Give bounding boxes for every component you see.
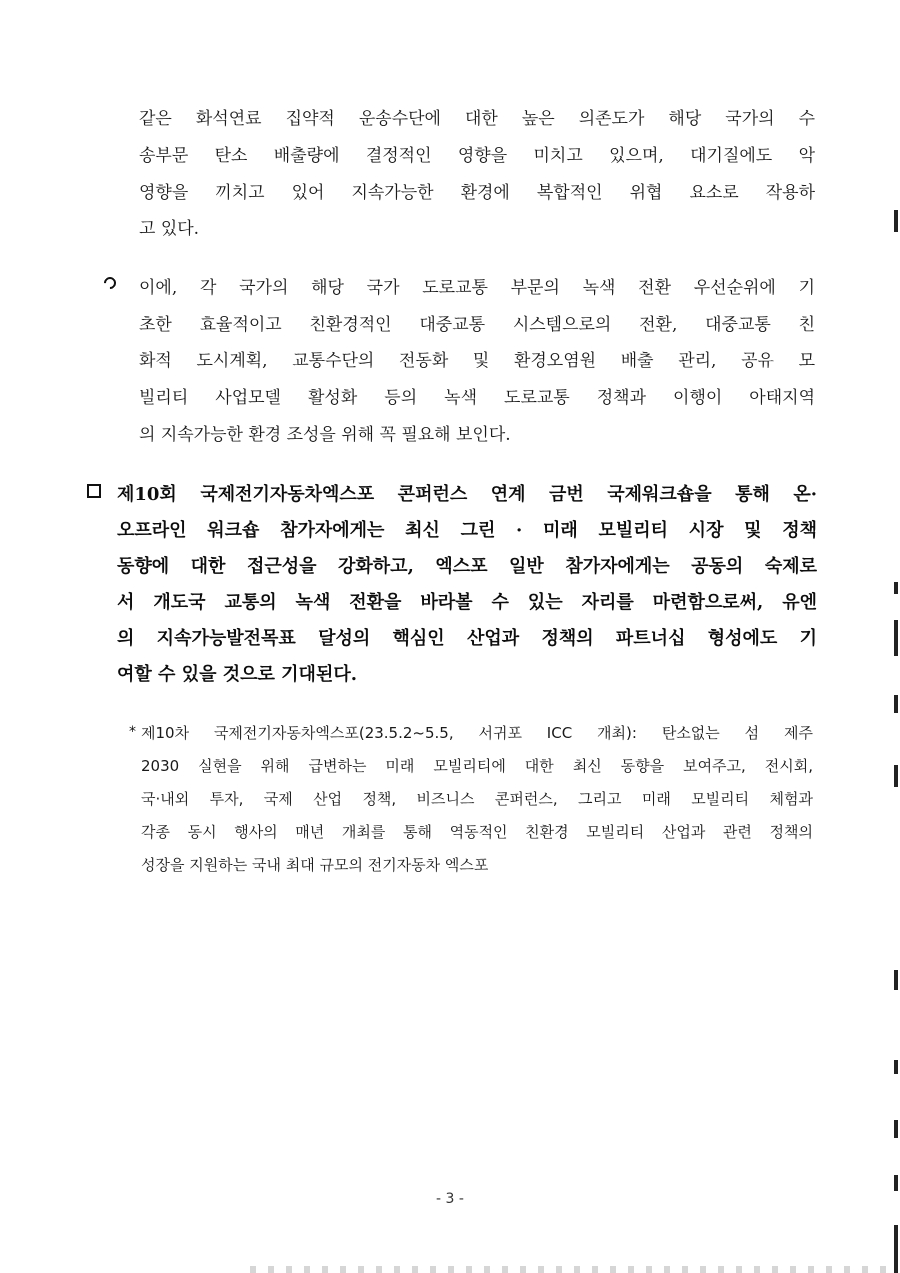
text-line: 의 지속가능한 환경 조성을 위해 꼭 필요해 보인다.	[139, 425, 511, 445]
page-number: - 3 -	[436, 1191, 464, 1207]
text-line: 고 있다.	[139, 219, 200, 239]
scan-artifact	[894, 1060, 898, 1074]
footnote-marker: *	[129, 724, 136, 740]
scan-artifact	[894, 1120, 898, 1138]
text-line: 영향을 끼치고 있어 지속가능한 환경에 복합적인 위협 요소로 작용하	[139, 183, 815, 203]
text-line: 의 지속가능발전목표 달성의 핵심인 산업과 정책의 파트너십 형성에도 기	[117, 628, 817, 649]
text-line: 동향에 대한 접근성을 강화하고, 엑스포 일반 참가자에게는 공동의 숙제로	[117, 556, 817, 577]
scan-artifact	[894, 210, 898, 232]
text-line: 빌리티 사업모델 활성화 등의 녹색 도로교통 정책과 이행이 아태지역	[139, 388, 815, 408]
text-line: 오프라인 워크숍 참가자에게는 최신 그린 · 미래 모빌리티 시장 및 정책	[117, 520, 817, 541]
scan-artifact	[894, 765, 898, 787]
text-line: 이에, 각 국가의 해당 국가 도로교통 부문의 녹색 전환 우선순위에 기	[139, 278, 815, 298]
footnote-line: 각종 동시 행사의 매년 개최를 통해 역동적인 친환경 모빌리티 산업과 관련 정책의	[141, 823, 813, 841]
footnote-line: 성장을 지원하는 국내 최대 규모의 전기자동차 엑스포	[141, 856, 489, 874]
scan-artifact	[894, 1175, 898, 1191]
scan-artifact	[894, 1225, 898, 1273]
text-line: 초한 효율적이고 친환경적인 대중교통 시스템으로의 전환, 대중교통 친	[139, 315, 815, 335]
footnote-line: 제10차 국제전기자동차엑스포(23.5.2~5.5, 서귀포 ICC 개최): 탄소없는 섬 제주	[141, 724, 813, 742]
scan-artifact	[894, 582, 898, 594]
text-line: 같은 화석연료 집약적 운송수단에 대한 높은 의존도가 해당 국가의 수	[139, 109, 815, 129]
text-line: 제10회 국제전기자동차엑스포 콘퍼런스 연계 금번 국제워크숍을 통해 온·	[117, 484, 817, 505]
circle-bullet-icon	[102, 275, 119, 292]
square-bullet-icon	[87, 484, 101, 498]
text-line: 여할 수 있을 것으로 기대된다.	[117, 664, 357, 685]
text-line: 서 개도국 교통의 녹색 전환을 바라볼 수 있는 자리를 마련함으로써, 유엔	[117, 592, 817, 613]
scan-artifact	[894, 620, 898, 656]
text-line: 송부문 탄소 배출량에 결정적인 영향을 미치고 있으며, 대기질에도 악	[139, 146, 815, 166]
scan-artifact	[250, 1266, 890, 1273]
footnote-line: 국·내외 투자, 국제 산업 정책, 비즈니스 콘퍼런스, 그리고 미래 모빌리티 체험과	[141, 790, 813, 808]
text-line: 화적 도시계획, 교통수단의 전동화 및 환경오염원 배출 관리, 공유 모	[139, 351, 815, 371]
scan-artifact	[894, 695, 898, 713]
scan-artifact	[894, 970, 898, 990]
footnote-line: 2030 실현을 위해 급변하는 미래 모빌리티에 대한 최신 동향을 보여주고, 전시회,	[141, 757, 813, 775]
